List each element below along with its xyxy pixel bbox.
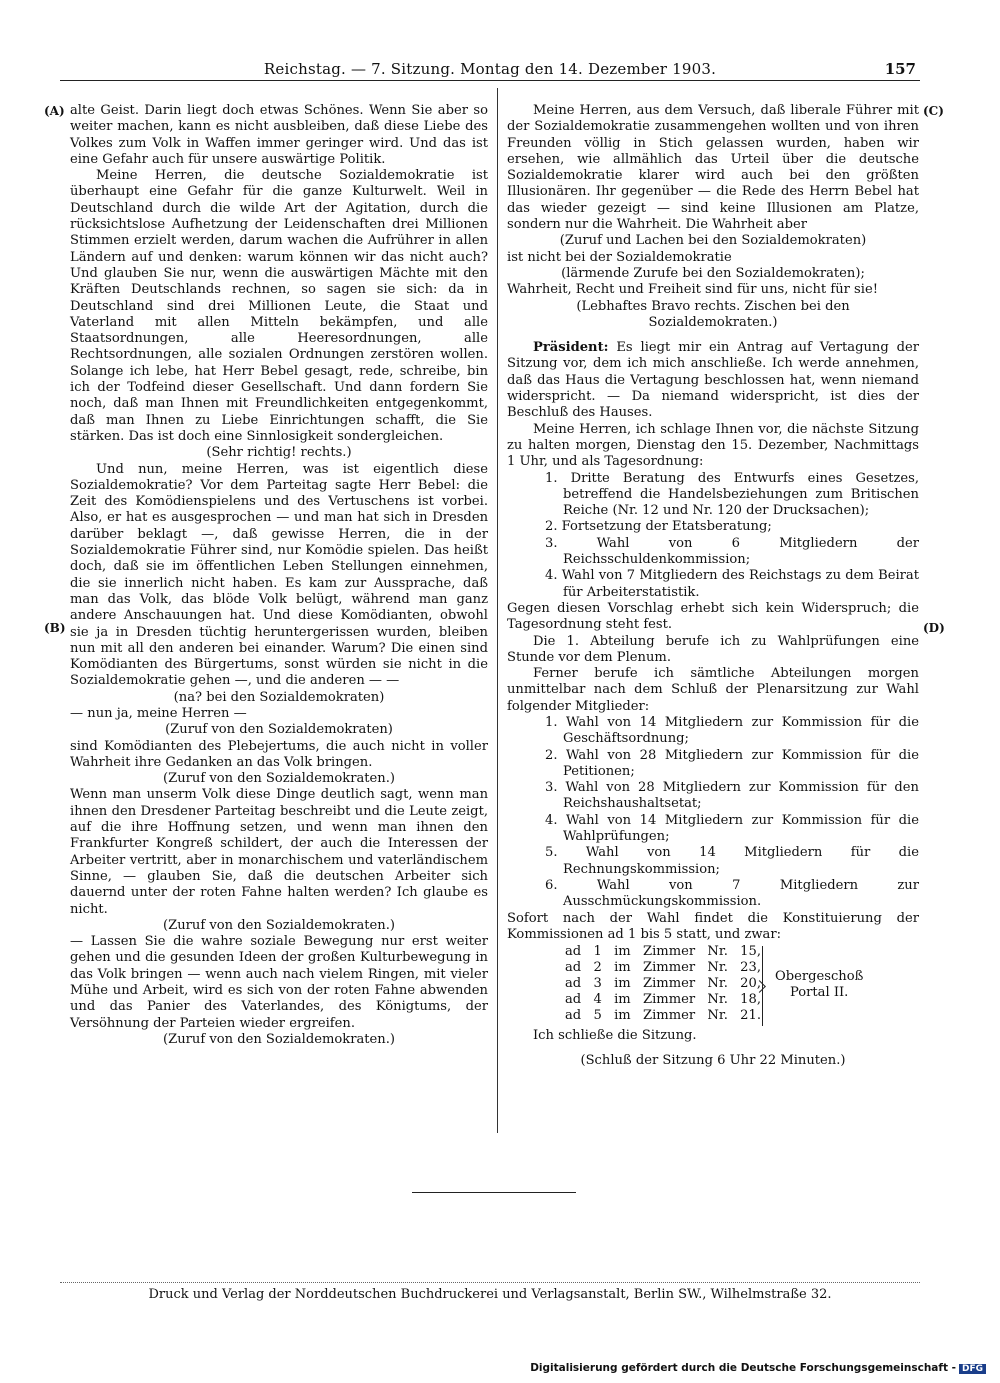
closing-text: Ich schließe die Sitzung. (533, 1028, 697, 1044)
paragraph: Und nun, meine Herren, was ist eigentlich diese Sozialdemokratie? Vor dem Parteitag sagte Herr Bebel: die Zeit des Komödienspielens und des Vertuschens ist vorbei. Also, er hat es ausgesprochen — und man hat sich in Dresden darüber beklagt —, daß gewisse Herren, die in der Sozialdemokratie Führer sind, nur Komödie spielen. Das heißt doch, daß sie im öffentlichen Leben Stellungen einnehmen, die sie innerlich nicht haben. Es kam zur Aussprache, daß man das Volk, das blöde Volk belügt, während man ganz andere Anschauungen hat. Und diese Komödianten, obwohl sie ja in Dresden tüchtig heruntergerissen wurden, bleiben nun mit all den anderen bei einander. Warum? Die einen sind Komödianten des Bürgertums, sonst würden sie nicht in die Sozialdemokratie gehen —, und die anderen — — (70, 461, 488, 689)
column-divider (497, 88, 498, 1133)
agenda-item: 3. Wahl von 6 Mitgliedern der Reichsschuldenkommission; (545, 535, 919, 568)
paragraph: — nun ja, meine Herren — (70, 705, 247, 721)
agenda-item: 2. Fortsetzung der Etatsberatung; (545, 519, 772, 535)
agenda-list (507, 471, 919, 601)
election-item: 6. Wahl von 7 Mitgliedern zur Ausschmückungskommission. (545, 877, 919, 910)
dfg-credit (530, 1362, 986, 1374)
paragraph: Wenn man unserm Volk diese Dinge deutlich sagt, wenn man ihnen den Dresdener Parteitag beschreibt und die Leute zeigt, auf die ihre Hoffnung setzen, und wenn man ihnen den Frankfurter Kongreß schildert, der auch die Interessen der Arbeiter vertritt, aber in monarchischem und vaterländischem Sinne, — glauben Sie, daß die deutschen Arbeiter sich dauernd unter der roten Fahne halten werden? Ich glaube es nicht. (70, 787, 488, 917)
rooms-location-floor: Obergeschoß (775, 969, 864, 985)
constitution-text: Sofort nach der Wahl findet die Konstituierung der Kommissionen ad 1 bis 5 statt, und zwar: (507, 910, 919, 942)
election-item: 1. Wahl von 14 Mitgliedern zur Kommission für die Geschäftsordnung; (545, 714, 919, 747)
paragraph: sind Komödianten des Plebejertums, die auch nicht in voller Wahrheit ihre Gedanken an das Volk bringen. (70, 738, 488, 770)
dfg-logo: DFG (959, 1364, 986, 1374)
page-header (60, 58, 920, 82)
room-line: ad 2 im Zimmer Nr. 23, (565, 960, 761, 976)
elections-list (507, 715, 919, 911)
interjection: (Zuruf von den Sozialdemokraten.) (162, 917, 396, 933)
session-end-note: (Schluß der Sitzung 6 Uhr 22 Minuten.) (580, 1053, 846, 1069)
proposal-intro: Meine Herren, ich schlage Ihnen vor, die nächste Sitzung zu halten morgen, Dienstag den 15. Dezember, Nachmittags 1 Uhr, und als Tagesordnung: (507, 421, 919, 470)
president-text: Es liegt mir ein Antrag auf Vertagung der Sitzung vor, dem ich mich anschließe. Ich werde annehmen, daß das Haus die Vertagung beschlossen hat, wenn niemand widerspricht. — Da niemand widerspricht, ist dies der Beschluß des Hauses. (507, 340, 919, 421)
election-item: 2. Wahl von 28 Mitgliedern zur Kommission für die Petitionen; (545, 747, 919, 779)
header-rule (60, 80, 920, 81)
paragraph: ist nicht bei der Sozialdemokratie (507, 249, 732, 265)
ferner-text: Ferner berufe ich sämtliche Abteilungen morgen unmittelbar nach dem Schluß der Plenarsitzung zur Wahl folgender Mitglieder: (507, 666, 919, 714)
room-line: ad 5 im Zimmer Nr. 21. (565, 1008, 761, 1024)
no-objection-text: Gegen diesen Vorschlag erhebt sich kein Widerspruch; die Tagesordnung steht fest. (507, 600, 919, 633)
margin-mark-b: (B) (44, 621, 66, 635)
election-item: 3. Wahl von 28 Mitgliedern zur Kommission für den Reichshaushaltsetat; (545, 780, 919, 812)
imprint-footer: Druck und Verlag der Norddeutschen Buchdruckerei und Verlagsanstalt, Berlin SW., Wilhelmstraße 32. (148, 1287, 832, 1302)
page-number: 157 (884, 60, 916, 78)
interjection: (Lebhaftes Bravo rechts. Zischen bei den Sozialdemokraten.) (576, 298, 850, 330)
curly-brace (762, 946, 771, 1026)
president-statement (507, 340, 919, 421)
margin-mark-d: (D) (923, 621, 945, 635)
room-line: ad 4 im Zimmer Nr. 18, (565, 992, 761, 1008)
margin-mark-a: (A) (44, 104, 65, 118)
election-item: 4. Wahl von 14 Mitgliedern zur Kommission für die Wahlprüfungen; (545, 812, 919, 845)
footer-rule (60, 1282, 920, 1283)
margin-mark-c: (C) (923, 104, 944, 118)
room-line: ad 1 im Zimmer Nr. 15, (565, 944, 761, 960)
paragraph: — Lassen Sie die wahre soziale Bewegung nur erst weiter gehen und die gesunden Ideen der großen Kulturbewegung in das Volk bringen — wenn auch nach vielem Ringen, mit vieler Mühe und Arbeit, wird es sich von der roten Fahne abwenden und das Panier des Vaterlandes, des Königtums, der Versöhnung der Parteien wieder ergreifen. (70, 934, 488, 1031)
interjection: (Zuruf von den Sozialdemokraten) (165, 722, 393, 738)
dfg-credit-text: Digitalisierung gefördert durch die Deutsche Forschungsgemeinschaft - (530, 1362, 956, 1374)
rooms-block (507, 944, 919, 1028)
interjection: (na? bei den Sozialdemokraten) (173, 689, 385, 705)
speech-continuation (507, 103, 919, 331)
paragraph: Meine Herren, die deutsche Sozialdemokratie ist überhaupt eine Gefahr für die ganze Kulturwelt. Weil in Deutschland durch die wilde Art der Agitation, durch die rücksichtslose Aufhetzung der Leidenschaften drei Millionen Stimmen erzielt werden, darum wachen die Aufrührer in allen Ländern auf und denken: warum können wir das nicht auch? Und glauben Sie nur, wenn die auswärtigen Mächte mit den Kräften Deutschlands rechnen, so sagen sie sich: da in Deutschland sind drei Millionen Leute, die Staat und Vaterland mit allen Mitteln bekämpfen, und alle Staatsordnungen, alle Heeresordnungen, alle Rechtsordnungen, alle sozialen Ordnungen zerstören wollen. Solange ich lebe, hat Herr Bebel gesagt, rede, schreibe, bin ich der Todfeind dieser Gesellschaft. Und dann fordern Sie noch, daß man Ihnen mit Freundlichkeiten entgegenkommt, daß man Ihnen zu Liebe Einrichtungen schafft, die Sie stärken. Das ist doch eine Sinnlosigkeit sondergleichen. (70, 168, 488, 444)
agenda-item: 4. Wahl von 7 Mitgliedern des Reichstags zu dem Beirat für Arbeiterstatistik. (545, 568, 919, 600)
agenda-item: 1. Dritte Beratung des Entwurfs eines Gesetzes, betreffend die Handelsbeziehungen zum Britischen Reiche (Nr. 12 und Nr. 120 der Drucksachen); (545, 470, 919, 519)
paragraph: Meine Herren, aus dem Versuch, daß liberale Führer mit der Sozialdemokratie zusammengehen wollten und von ihren Freunden völlig in Stich gelassen wurden, haben wir ersehen, wie allmählich das Urteil über die deutsche Sozialdemokratie klarer wird auch bei den größten Illusionären. Ihr gegenüber — die Rede des Herrn Bebel hat das wieder gezeigt — sind keine Illusionen am Platze, sondern nur die Wahrheit. Die Wahrheit aber (507, 103, 919, 233)
rooms-location-portal: Portal II. (790, 985, 849, 1001)
interjection: (Zuruf von den Sozialdemokraten.) (162, 1031, 396, 1047)
paragraph: alte Geist. Darin liegt doch etwas Schönes. Wenn Sie aber so weiter machen, kann es nicht ausbleiben, daß diese Liebe des Volkes zum Volk in Waffen immer geringer wird. Und das ist eine Gefahr auch für unsere auswärtige Politik. (70, 103, 488, 167)
election-item: 5. Wahl von 14 Mitgliedern für die Rechnungskommission; (545, 845, 919, 877)
interjection: (Sehr richtig! rechts.) (206, 445, 352, 461)
interjection: (lärmende Zurufe bei den Sozialdemokraten); (561, 265, 865, 281)
president-label: Präsident: (533, 340, 609, 356)
interjection: (Zuruf von den Sozialdemokraten.) (162, 771, 396, 787)
abteilung-text: Die 1. Abteilung berufe ich zu Wahlprüfungen eine Stunde vor dem Plenum. (507, 633, 919, 665)
right-column (507, 103, 919, 1070)
room-line: ad 3 im Zimmer Nr. 20, (565, 976, 761, 992)
interjection: (Zuruf und Lachen bei den Sozialdemokraten) (559, 233, 867, 249)
end-rule (412, 1192, 576, 1193)
rooms-location (775, 969, 863, 1001)
left-column (70, 103, 488, 1048)
running-title: Reichstag. — 7. Sitzung. Montag den 14. Dezember 1903. (263, 60, 717, 78)
paragraph: Wahrheit, Recht und Freiheit sind für uns, nicht für sie! (507, 282, 878, 298)
